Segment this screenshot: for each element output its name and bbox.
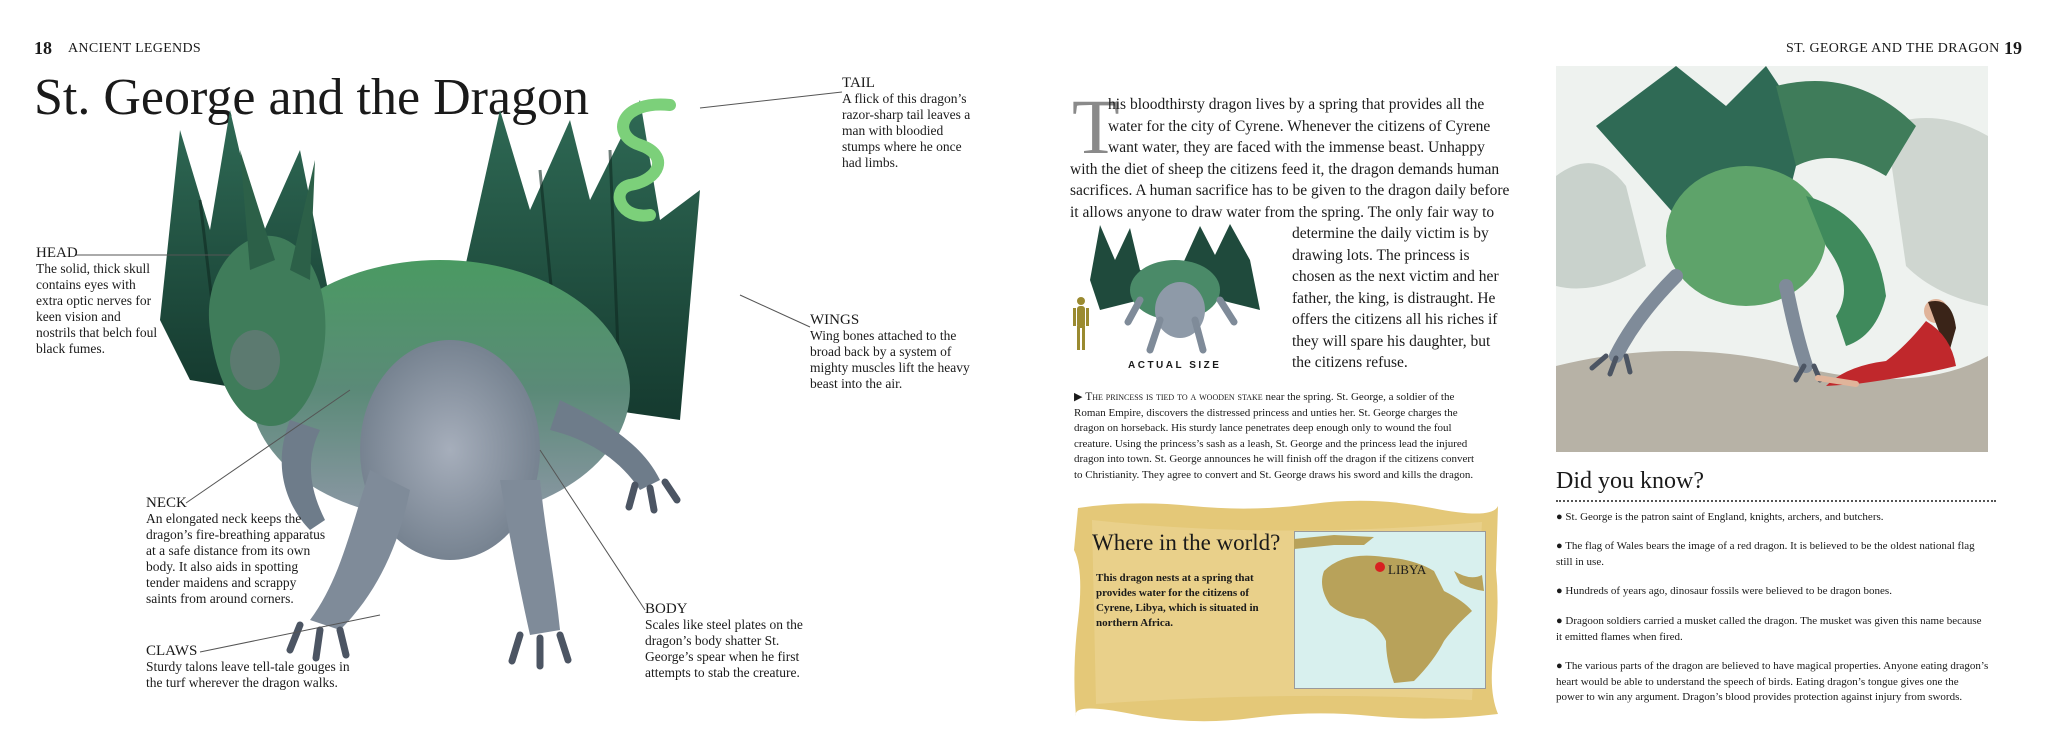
intro-line: his bloodthirsty dragon lives by a spring that provides all the (1108, 96, 1485, 113)
africa-map (1294, 531, 1486, 689)
intro-line: chosen as the next victim and her (1292, 268, 1499, 285)
intro-line: want water, they are faced with the immense beast. Unhappy (1108, 139, 1485, 156)
wings-callout-line: mighty muscles lift the heavy (810, 360, 970, 375)
story-lead: The princess is tied to a wooden stake (1085, 391, 1263, 403)
drop-cap: T (1072, 83, 1120, 170)
wings-callout-title: WINGS (810, 312, 860, 328)
page-title: St. George and the Dragon (34, 69, 590, 126)
intro-line: sacrifices. A human sacrifice has to be given to the dragon daily before (1070, 182, 1510, 199)
wings-callout-line: Wing bones attached to the (810, 328, 957, 343)
neck-callout-line: body. It also aids in spotting (146, 559, 299, 574)
fact-item: heart would be able to understand the speech of birds. Eating dragon’s tongue gives one the (1556, 675, 1959, 688)
neck-callout (146, 496, 366, 607)
story-line: creature. Using the princess’s sash as a leash, St. George and the princess lead the injured (1074, 437, 1468, 450)
right-page-number: 19 (2004, 38, 2022, 58)
fact-item: power to win any argument. Dragon’s blood provides protection against injury from swords. (1556, 691, 1963, 703)
neck-callout-line: at a safe distance from its own (146, 543, 311, 558)
body-callout-line: attempts to stab the creature. (645, 665, 800, 680)
head-callout-line: extra optic nerves for (36, 293, 152, 308)
tail-callout-line: man with bloodied (842, 123, 944, 138)
fact-item: ● St. George is the patron saint of England, knights, archers, and butchers. (1556, 511, 1884, 523)
intro-line: drawing lots. The princess is (1292, 246, 1470, 264)
right-running-head: ST. GEORGE AND THE DRAGON (1786, 41, 2000, 56)
play-arrow-icon: ▶ (1074, 391, 1083, 403)
body-callout-line: Scales like steel plates on the (645, 617, 803, 632)
actual-size-label: ACTUAL SIZE (1128, 360, 1222, 371)
fact-item: ● Hundreds of years ago, dinosaur fossils were believed to be dragon bones. (1556, 585, 1892, 597)
story-line: dragon into town. St. George announces he will finish off the dragon if the citizens convert (1074, 453, 1475, 465)
claws-callout-title: CLAWS (146, 643, 198, 659)
body-callout-line: dragon’s body shatter St. (645, 633, 780, 648)
tail-callout-line: razor-sharp tail leaves a (842, 107, 971, 122)
world-box-title: Where in the world? (1092, 530, 1281, 555)
story-line: to Christianity. They agree to convert and St. George draws his sword and kills the dragon. (1074, 468, 1474, 481)
dragon-thumbnail (1080, 220, 1280, 360)
head-callout-title: HEAD (36, 245, 78, 261)
neck-callout-line: An elongated neck keeps the (146, 511, 302, 526)
tail-callout-title: TAIL (842, 75, 875, 91)
intro-line: water for the city of Cyrene. Whenever the citizens of Cyrene (1108, 117, 1491, 135)
story-line: dragon on horseback. His sturdy lance penetrates deep enough only to wound the foul (1074, 422, 1452, 434)
story-first-line (1074, 390, 1454, 406)
story-line: Roman Empire, discovers the distressed princess and unties her. St. George charges the (1074, 406, 1458, 419)
intro-line: they will spare his daughter, but (1292, 332, 1491, 350)
intro-line: it allows anyone to draw water from the spring. The only fair way to (1070, 203, 1495, 221)
head-callout-line: contains eyes with (36, 277, 136, 292)
body-callout (645, 602, 845, 681)
neck-callout-line: dragon’s fire-breathing apparatus (146, 527, 326, 542)
intro-line: father, the king, is distraught. He (1292, 289, 1496, 307)
fact-item: ● The flag of Wales bears the image of a red dragon. It is believed to be the oldest national flag (1556, 540, 1975, 552)
wings-callout (810, 313, 1000, 392)
tail-callout-line: A flick of this dragon’s (842, 91, 967, 106)
intro-line: determine the daily victim is by (1292, 225, 1489, 242)
left-page-number: 18 (34, 38, 52, 58)
left-running-head: ANCIENT LEGENDS (68, 41, 201, 56)
intro-line: with the diet of sheep the citizens feed it, the dragon demands human (1070, 160, 1500, 178)
map-label-libya: LIBYA (1388, 562, 1427, 577)
fact-item: still in use. (1556, 555, 1604, 568)
neck-callout-line: tender maidens and scrappy (146, 575, 297, 590)
fact-item: ● Dragoon soldiers carried a musket called the dragon. The musket was given this name because (1556, 615, 1982, 627)
head-callout-line: The solid, thick skull (36, 261, 150, 276)
head-callout-line: keen vision and (36, 309, 121, 324)
wings-callout-line: broad back by a system of (810, 344, 952, 359)
story-line: near the spring. St. George, a soldier of the (1262, 391, 1455, 403)
claws-callout (146, 644, 406, 691)
claws-callout-line: Sturdy talons leave tell-tale gouges in (146, 659, 350, 674)
world-text-line: Cyrene, Libya, which is situated in (1096, 602, 1259, 614)
neck-callout-title: NECK (146, 495, 187, 511)
tail-callout-line: had limbs. (842, 155, 899, 170)
human-scale-icon (1072, 296, 1090, 352)
wings-callout-line: beast into the air. (810, 376, 903, 391)
dotted-divider (1556, 500, 1996, 502)
did-you-know-title: Did you know? (1556, 468, 1704, 494)
body-callout-line: George’s spear when he first (645, 649, 800, 664)
tail-callout (842, 76, 1002, 171)
neck-callout-line: saints from around corners. (146, 591, 294, 606)
head-callout-line: nostrils that belch foul (36, 325, 158, 340)
world-text-line: This dragon nests at a spring that (1096, 572, 1254, 584)
world-text-line: northern Africa. (1096, 617, 1173, 629)
world-text-line: provides water for the citizens of (1096, 587, 1250, 599)
head-callout-line: black fumes. (36, 341, 105, 356)
fact-item: it emitted flames when fired. (1556, 630, 1683, 643)
intro-line: offers the citizens all his riches if (1292, 311, 1498, 328)
claws-callout-line: the turf wherever the dragon walks. (146, 675, 338, 690)
intro-line: the citizens refuse. (1292, 354, 1408, 371)
princess-dragon-illustration (1556, 66, 1988, 452)
body-callout-title: BODY (645, 601, 688, 617)
fact-item: ● The various parts of the dragon are believed to have magical properties. Anyone eating dragon’s (1556, 660, 1989, 672)
tail-callout-line: stumps where he once (842, 139, 962, 154)
head-callout (36, 246, 196, 357)
